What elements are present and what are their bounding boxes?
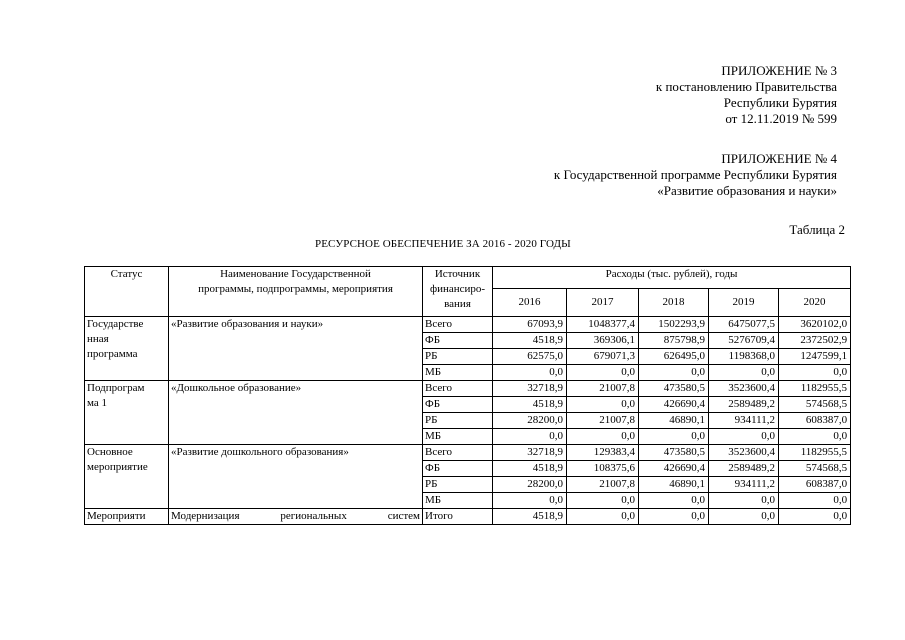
source-cell: РБ — [423, 349, 493, 365]
value-cell: 473580,5 — [639, 445, 709, 461]
status-line: Основное — [87, 446, 133, 458]
header-source-line-3: вания — [444, 298, 471, 310]
value-cell: 0,0 — [639, 365, 709, 381]
value-cell: 426690,4 — [639, 461, 709, 477]
source-cell: ФБ — [423, 333, 493, 349]
value-cell: 2589489,2 — [709, 397, 779, 413]
source-cell: МБ — [423, 365, 493, 381]
value-cell: 369306,1 — [567, 333, 639, 349]
header-year: 2020 — [779, 289, 851, 317]
value-cell: 1048377,4 — [567, 317, 639, 333]
value-cell: 32718,9 — [493, 381, 567, 397]
header-year: 2019 — [709, 289, 779, 317]
program-name-cell: Модернизация региональных систем — [169, 509, 423, 525]
header-year: 2016 — [493, 289, 567, 317]
annex-4-heading — [554, 151, 837, 199]
header-source-line-1: Источник — [434, 268, 481, 280]
value-cell: 608387,0 — [779, 477, 851, 493]
value-cell: 574568,5 — [779, 397, 851, 413]
annex-4-line-1: к Государственной программе Республики Бурятия — [553, 167, 837, 182]
status-line: нная — [87, 333, 109, 345]
value-cell: 0,0 — [779, 365, 851, 381]
value-cell: 0,0 — [567, 509, 639, 525]
program-name-cell: «Развитие образования и науки» — [169, 317, 423, 381]
value-cell: 0,0 — [567, 397, 639, 413]
header-year: 2017 — [567, 289, 639, 317]
source-cell: ФБ — [423, 397, 493, 413]
annex-3-line-2: Республики Бурятия — [723, 95, 837, 110]
value-cell: 2589489,2 — [709, 461, 779, 477]
value-cell: 0,0 — [779, 509, 851, 525]
value-cell: 32718,9 — [493, 445, 567, 461]
value-cell: 21007,8 — [567, 381, 639, 397]
status-cell — [85, 509, 169, 525]
annex-3-line-1: к постановлению Правительства — [655, 79, 837, 94]
status-cell — [85, 381, 169, 445]
header-name — [169, 267, 423, 317]
value-cell: 0,0 — [493, 429, 567, 445]
annex-3-heading — [656, 63, 837, 127]
value-cell: 46890,1 — [639, 477, 709, 493]
status-line: Государстве — [87, 318, 144, 330]
value-cell: 21007,8 — [567, 477, 639, 493]
value-cell: 875798,9 — [639, 333, 709, 349]
value-cell: 0,0 — [709, 509, 779, 525]
value-cell: 4518,9 — [493, 397, 567, 413]
value-cell: 0,0 — [493, 493, 567, 509]
source-cell: Всего — [423, 381, 493, 397]
header-year: 2018 — [639, 289, 709, 317]
value-cell: 67093,9 — [493, 317, 567, 333]
header-name-line-1: Наименование Государственной — [220, 268, 371, 280]
value-cell: 1182955,5 — [779, 381, 851, 397]
value-cell: 0,0 — [709, 429, 779, 445]
source-cell: Всего — [423, 445, 493, 461]
annex-3-title: ПРИЛОЖЕНИЕ № 3 — [721, 63, 837, 78]
status-cell — [85, 317, 169, 381]
value-cell: 0,0 — [779, 429, 851, 445]
table-row — [85, 509, 851, 525]
value-cell: 28200,0 — [493, 413, 567, 429]
value-cell: 6475077,5 — [709, 317, 779, 333]
value-cell: 1247599,1 — [779, 349, 851, 365]
header-source-line-2: финансиро- — [429, 283, 486, 295]
value-cell: 1182955,5 — [779, 445, 851, 461]
value-cell: 4518,9 — [493, 333, 567, 349]
annex-4-line-2: «Развитие образования и науки» — [657, 183, 837, 198]
header-source — [423, 267, 493, 317]
value-cell: 3523600,4 — [709, 445, 779, 461]
source-cell: МБ — [423, 429, 493, 445]
value-cell: 1198368,0 — [709, 349, 779, 365]
status-line: мероприятие — [87, 461, 148, 473]
table-number-label: Таблица 2 — [789, 222, 845, 237]
value-cell: 5276709,4 — [709, 333, 779, 349]
value-cell: 3620102,0 — [779, 317, 851, 333]
source-cell: Итого — [423, 509, 493, 525]
header-expenses: Расходы (тыс. рублей), годы — [493, 267, 851, 289]
value-cell: 21007,8 — [567, 413, 639, 429]
value-cell: 0,0 — [709, 493, 779, 509]
value-cell: 473580,5 — [639, 381, 709, 397]
program-name-cell: «Дошкольное образование» — [169, 381, 423, 445]
value-cell: 0,0 — [567, 365, 639, 381]
value-cell: 426690,4 — [639, 397, 709, 413]
header-status: Статус — [85, 267, 169, 317]
value-cell: 679071,3 — [567, 349, 639, 365]
value-cell: 1502293,9 — [639, 317, 709, 333]
document-title: РЕСУРСНОЕ ОБЕСПЕЧЕНИЕ ЗА 2016 - 2020 ГОДЫ — [315, 238, 571, 250]
status-line: ма 1 — [87, 397, 108, 409]
value-cell: 0,0 — [567, 429, 639, 445]
value-cell: 0,0 — [779, 493, 851, 509]
status-line: Мероприяти — [87, 510, 146, 522]
table-row — [85, 445, 851, 461]
value-cell: 574568,5 — [779, 461, 851, 477]
value-cell: 0,0 — [639, 509, 709, 525]
status-line: программа — [87, 348, 138, 360]
table-row — [85, 381, 851, 397]
value-cell: 0,0 — [493, 365, 567, 381]
value-cell: 108375,6 — [567, 461, 639, 477]
value-cell: 46890,1 — [639, 413, 709, 429]
value-cell: 4518,9 — [493, 509, 567, 525]
value-cell: 0,0 — [639, 429, 709, 445]
value-cell: 608387,0 — [779, 413, 851, 429]
value-cell: 129383,4 — [567, 445, 639, 461]
value-cell: 62575,0 — [493, 349, 567, 365]
value-cell: 0,0 — [639, 493, 709, 509]
source-cell: Всего — [423, 317, 493, 333]
value-cell: 0,0 — [709, 365, 779, 381]
source-cell: РБ — [423, 477, 493, 493]
header-name-line-2: программы, подпрограммы, мероприятия — [198, 283, 393, 295]
source-cell: ФБ — [423, 461, 493, 477]
source-cell: РБ — [423, 413, 493, 429]
value-cell: 2372502,9 — [779, 333, 851, 349]
value-cell: 3523600,4 — [709, 381, 779, 397]
resource-table — [84, 266, 851, 525]
value-cell: 934111,2 — [709, 477, 779, 493]
status-line: Подпрограм — [87, 382, 145, 394]
value-cell: 28200,0 — [493, 477, 567, 493]
status-cell — [85, 445, 169, 509]
value-cell: 626495,0 — [639, 349, 709, 365]
program-name-cell: «Развитие дошкольного образования» — [169, 445, 423, 509]
annex-4-title: ПРИЛОЖЕНИЕ № 4 — [721, 151, 837, 166]
value-cell: 0,0 — [567, 493, 639, 509]
annex-3-line-3: от 12.11.2019 № 599 — [725, 111, 837, 126]
table-row — [85, 317, 851, 333]
value-cell: 934111,2 — [709, 413, 779, 429]
value-cell: 4518,9 — [493, 461, 567, 477]
source-cell: МБ — [423, 493, 493, 509]
